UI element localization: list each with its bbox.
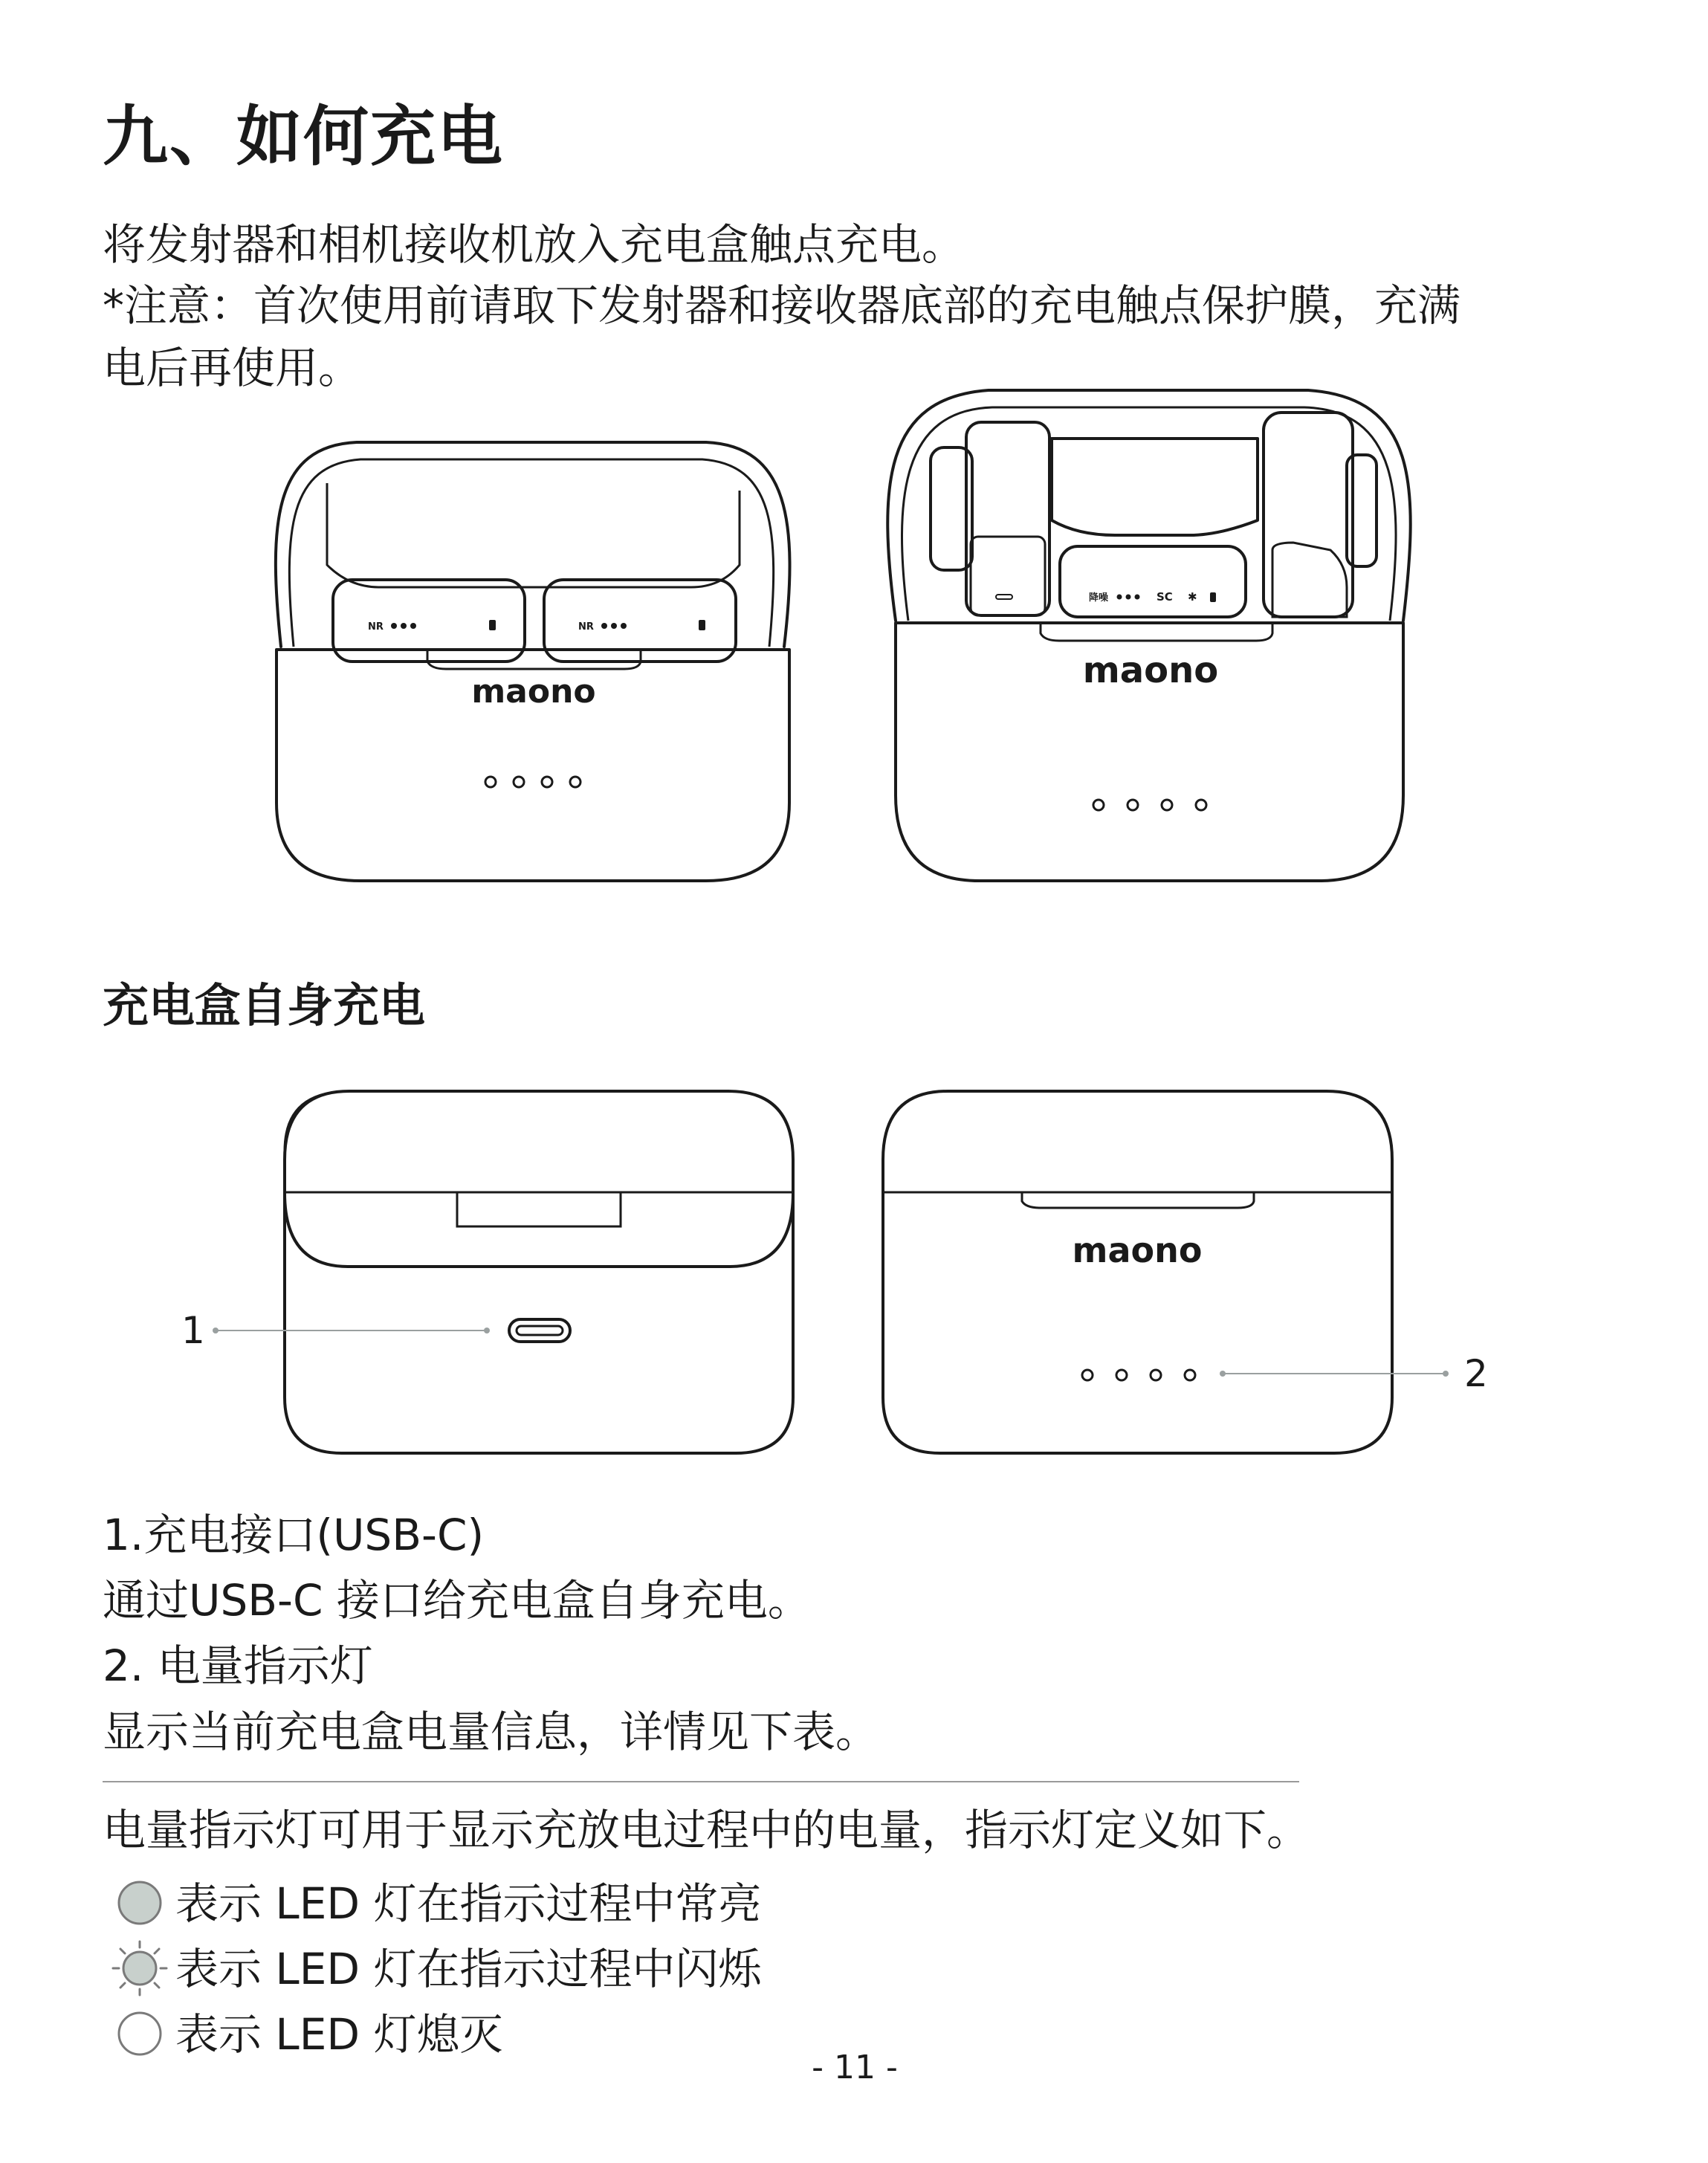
item2-title: 2. 电量指示灯 [103, 1640, 373, 1691]
item2-desc: 显示当前充电盒电量信息，详情见下表。 [103, 1707, 879, 1757]
brand-logo-front: maono [1072, 1230, 1203, 1270]
callout-label-2: 2 [1464, 1352, 1488, 1395]
open-case-left [276, 442, 790, 881]
device-nr-label-2: NR [578, 621, 594, 633]
led-solid-icon [110, 1873, 169, 1933]
intro-text: 将发射器和相机接收机放入充电盒触点充电。 [103, 219, 965, 270]
closed-case-back [213, 1091, 793, 1453]
brand-logo-right: maono [1082, 650, 1219, 691]
device-sc-label: SC [1157, 590, 1173, 604]
legend-intro: 电量指示灯可用于显示充放电过程中的电量，指示灯定义如下。 [103, 1805, 1310, 1855]
usb-c-port [509, 1319, 570, 1342]
note-line-2: 电后再使用。 [103, 343, 362, 393]
page-number: - 11 - [812, 2049, 898, 2086]
led-off-icon [110, 2004, 169, 2063]
section-title: 九、如何充电 [103, 98, 505, 175]
led-blink-icon [110, 1939, 169, 1998]
divider [103, 1781, 1299, 1782]
open-case-right [887, 390, 1410, 881]
svg-text:✱: ✱ [1188, 590, 1197, 604]
legend-item-solid: 表示 LED 灯在指示过程中常亮 [175, 1878, 762, 1929]
brand-logo-left: maono [471, 673, 596, 711]
closed-case-front [883, 1091, 1449, 1453]
subsection-title: 充电盒自身充电 [103, 978, 426, 1032]
note-line-1: *注意：首次使用前请取下发射器和接收器底部的充电触点保护膜，充满 [103, 280, 1461, 331]
device-denoise-label: 降噪 [1089, 592, 1109, 604]
item1-desc: 通过USB-C 接口给充电盒自身充电。 [103, 1575, 811, 1626]
callout-label-1: 1 [181, 1309, 205, 1352]
lid-outer-left [276, 442, 790, 647]
device-nr-label-1: NR [368, 621, 384, 633]
legend-item-off: 表示 LED 灯熄灭 [175, 2009, 503, 2060]
legend-item-blink: 表示 LED 灯在指示过程中闪烁 [175, 1944, 762, 1994]
item1-title: 1.充电接口(USB-C) [103, 1510, 485, 1560]
